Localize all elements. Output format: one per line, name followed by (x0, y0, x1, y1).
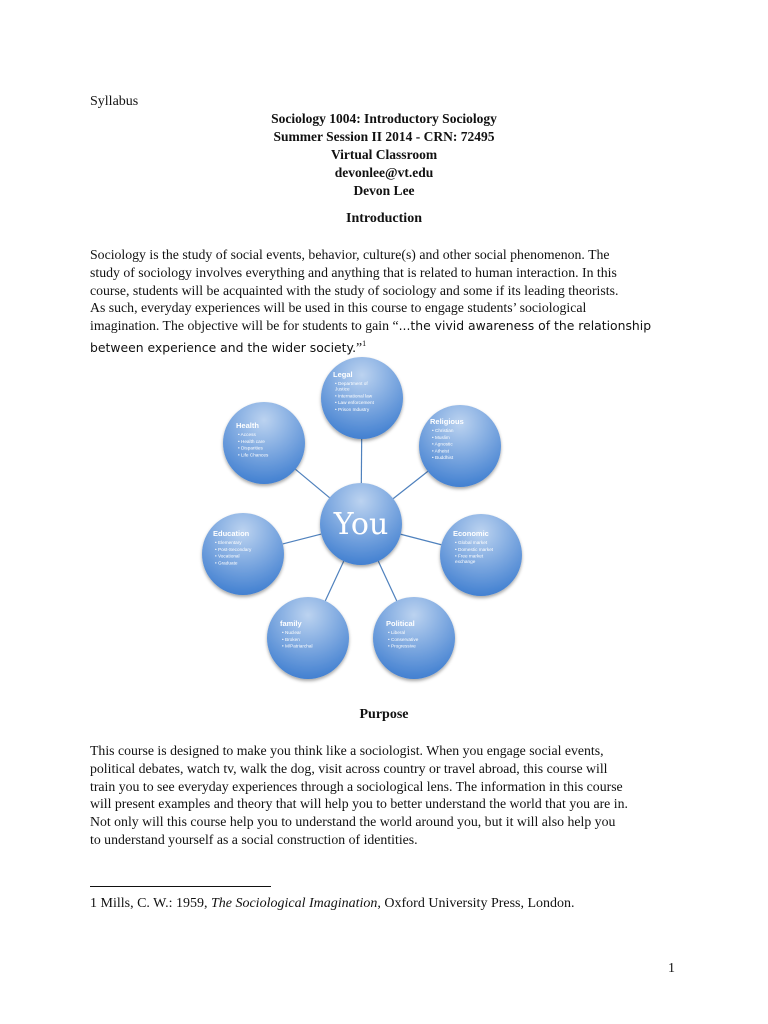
connector-economic (401, 534, 442, 544)
intro-line: As such, everyday experiences will be used in this course to engage students’ sociological (90, 300, 587, 316)
connector-political (378, 561, 396, 601)
node-item-legal: • International law (335, 393, 373, 399)
purpose-line: Not only will this course help you to understand the world around you, but it will also help you (90, 814, 616, 830)
footnote-book-title: The Sociological Imagination (210, 896, 378, 911)
node-item-education: • Post-Secondary (215, 546, 252, 552)
node-item-religious: • Buddhist (432, 455, 454, 461)
node-health (223, 402, 305, 484)
node-item-family: • M/Patriarchal (282, 643, 313, 649)
node-item-education: • Elementary (215, 540, 242, 545)
purpose-line: political debates, watch tv, walk the dog, visit across country or travel abroad, this course will (90, 760, 608, 776)
instructor-email: devonlee@vt.edu (334, 165, 434, 180)
purpose-line: This course is designed to make you think like a sociologist. When you engage social events, (90, 743, 604, 758)
node-item-education: • Graduate (215, 560, 238, 566)
node-title-health: Health (236, 421, 259, 430)
instructor-name: Devon Lee (353, 183, 415, 198)
node-item-family: • Nuclear (282, 630, 302, 635)
intro-line: study of sociology involves everything and anything that is related to human interaction. In this (90, 264, 617, 280)
node-item-legal: • Department of (335, 381, 368, 386)
footnote-author: Mills, C. W.: 1959, (100, 896, 211, 911)
node-title-political: Political (386, 619, 415, 628)
node-title-economic: Economic (453, 529, 489, 538)
center-node (320, 483, 402, 565)
quote-close: ” (356, 339, 363, 355)
node-item-religious: • Agnostic (432, 441, 453, 447)
node-legal (321, 357, 403, 439)
intro-text: imagination. The objective will be for students to gain “ (90, 318, 399, 334)
node-title-religious: Religious (430, 417, 464, 426)
node-item-health: • Health care (238, 438, 265, 444)
node-item-religious: • Christian (432, 428, 454, 433)
node-family (267, 597, 349, 679)
purpose-paragraph (90, 742, 680, 849)
node-item-political: • Progressive (388, 643, 416, 649)
node-title-family: family (280, 619, 302, 628)
intro-line: course, students will be acquainted with the study of sociology and some if its leading theorists. (90, 282, 619, 298)
node-item-economic: • Global market (455, 540, 488, 545)
connector-health (295, 469, 329, 497)
node-item-political: • Liberal (388, 630, 406, 635)
node-item-religious: • Atheist (432, 448, 450, 454)
node-political (373, 597, 455, 679)
introduction-heading: Introduction (346, 211, 422, 226)
node-item-legal: • Prison Industry (335, 407, 370, 412)
node-title-legal: Legal (333, 370, 353, 379)
connector-religious (393, 471, 428, 498)
node-item-legal: Justice (335, 386, 350, 392)
node-item-family: • Broken (282, 636, 300, 642)
footnote-publisher: , Oxford University Press, London. (377, 896, 575, 911)
node-item-health: • Disparities (238, 445, 263, 451)
node-item-political: • Conservative (388, 636, 419, 642)
footnote (90, 896, 575, 912)
connector-education (283, 534, 322, 544)
node-title-education: Education (213, 529, 250, 538)
node-item-education: • Vocational (215, 553, 240, 559)
footnote-divider (90, 886, 271, 887)
node-item-health: • Life Chances (238, 452, 269, 458)
footnote-reference: 1 (362, 338, 367, 348)
footnote-number: 1 (90, 896, 97, 911)
node-item-legal: • Law enforcement (335, 400, 374, 406)
center-label: You (333, 507, 389, 542)
node-economic (440, 514, 522, 596)
connector-family (325, 561, 343, 601)
syllabus-label: Syllabus (90, 94, 139, 109)
node-item-economic: exchange (455, 559, 476, 565)
node-item-health: • Access (238, 432, 256, 437)
node-item-economic: • Free market (455, 553, 484, 559)
node-item-economic: • Domestic market (455, 546, 494, 552)
mills-quote: ...the vivid awareness of the relationship (398, 318, 652, 334)
node-education (202, 513, 284, 595)
course-location: Virtual Classroom (330, 147, 438, 162)
course-session: Summer Session II 2014 - CRN: 72495 (273, 129, 495, 144)
intro-line: Sociology is the study of social events, behavior, culture(s) and other social phenomenon. The (90, 247, 610, 262)
course-title: Sociology 1004: Introductory Sociology (271, 111, 497, 126)
mills-quote: between experience and the wider society. (90, 339, 357, 355)
purpose-line: will present examples and theory that will help you to better understand the world that you are in. (90, 796, 628, 812)
page-number: 1 (668, 961, 675, 976)
node-item-religious: • Muslim (432, 434, 450, 440)
purpose-heading: Purpose (359, 707, 409, 722)
node-religious (419, 405, 501, 487)
purpose-line: to understand yourself as a social construction of identities. (90, 831, 418, 847)
purpose-line: train you to see everyday experiences through a sociological lens. The information in this course (90, 778, 623, 794)
node-circle-family (267, 597, 349, 679)
